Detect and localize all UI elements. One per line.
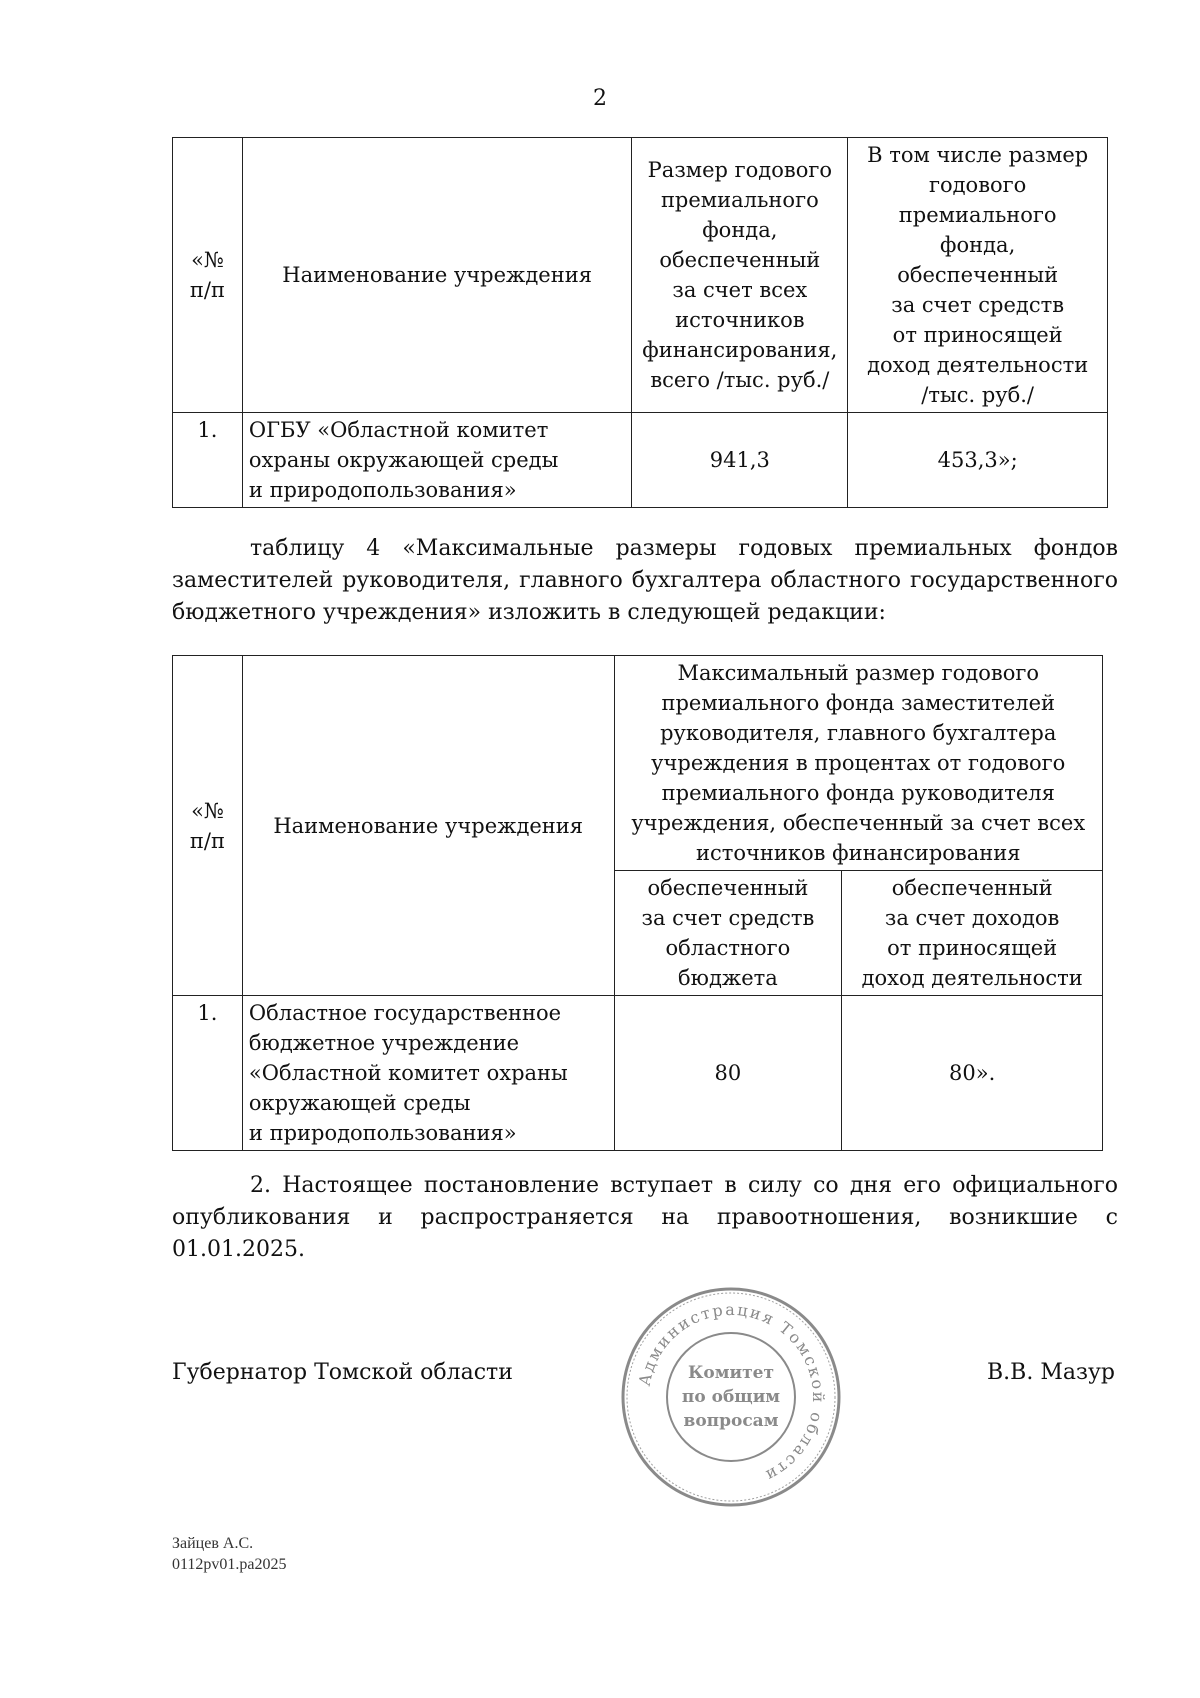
header-total: Размер годового премиального фонда, обеспеченный за счет всех источников финансирования, всего /тыс. руб./ xyxy=(632,138,848,413)
table-row xyxy=(173,413,1108,508)
stamp-ring-text: Администрация Томской области xyxy=(634,1299,829,1487)
row-budget: 80 xyxy=(614,996,842,1151)
table-row xyxy=(173,996,1103,1151)
header-num: «№ п/п xyxy=(173,138,243,413)
page-number: 2 xyxy=(593,86,607,111)
header-income: обеспеченный за счет доходов от приносящей доход деятельности xyxy=(842,871,1103,996)
signatory-name: В.В. Мазур xyxy=(987,1360,1115,1385)
table-header-row xyxy=(173,138,1108,413)
row-total: 941,3 xyxy=(632,413,848,508)
signatory-position: Губернатор Томской области xyxy=(172,1360,513,1385)
row-name: ОГБУ «Областной комитет охраны окружающей среды и природопользования» xyxy=(242,413,631,508)
footer-code: 0112pv01.pa2025 xyxy=(172,1556,287,1573)
header-income: В том числе размер годового премиального фонда, обеспеченный за счет средств от приносящей доход деятельности /тыс. руб./ xyxy=(848,138,1108,413)
row-num: 1. xyxy=(173,996,243,1151)
header-name: Наименование учреждения xyxy=(242,656,614,996)
deputy-premium-table xyxy=(172,655,1103,1151)
header-group: Максимальный размер годового премиального фонда заместителей руководителя, главного бухгалтера учреждения в процентах от годового премиального фонда руководителя учреждения, обеспеченный за счет всех источников финансирования xyxy=(614,656,1103,871)
row-num: 1. xyxy=(173,413,243,508)
premium-fund-table xyxy=(172,137,1108,508)
header-num: «№ п/п xyxy=(173,656,243,996)
row-income: 80». xyxy=(842,996,1103,1151)
official-stamp xyxy=(618,1284,844,1510)
stamp-center-line-3: вопросам xyxy=(683,1411,779,1431)
stamp-center-line-2: по общим xyxy=(681,1387,781,1407)
header-budget: обеспеченный за счет средств областного бюджета xyxy=(614,871,842,996)
paragraph-effective-date: 2. Настоящее постановление вступает в силу со дня его официального опубликования и распространяется на правоотношения, возникшие с 01.01.2025. xyxy=(172,1173,1118,1262)
paragraph-table4-intro: таблицу 4 «Максимальные размеры годовых премиальных фондов заместителей руководителя, главного бухгалтера областного государственного бюджетного учреждения» изложить в следующей редакции: xyxy=(172,536,1118,625)
footer-author: Зайцев А.С. xyxy=(172,1535,254,1552)
stamp-center-line-1: Комитет xyxy=(687,1363,775,1383)
table-header-row xyxy=(173,656,1103,871)
header-name: Наименование учреждения xyxy=(242,138,631,413)
row-name: Областное государственное бюджетное учреждение «Областной комитет охраны окружающей среды и природопользования» xyxy=(242,996,614,1151)
row-income: 453,3»; xyxy=(848,413,1108,508)
